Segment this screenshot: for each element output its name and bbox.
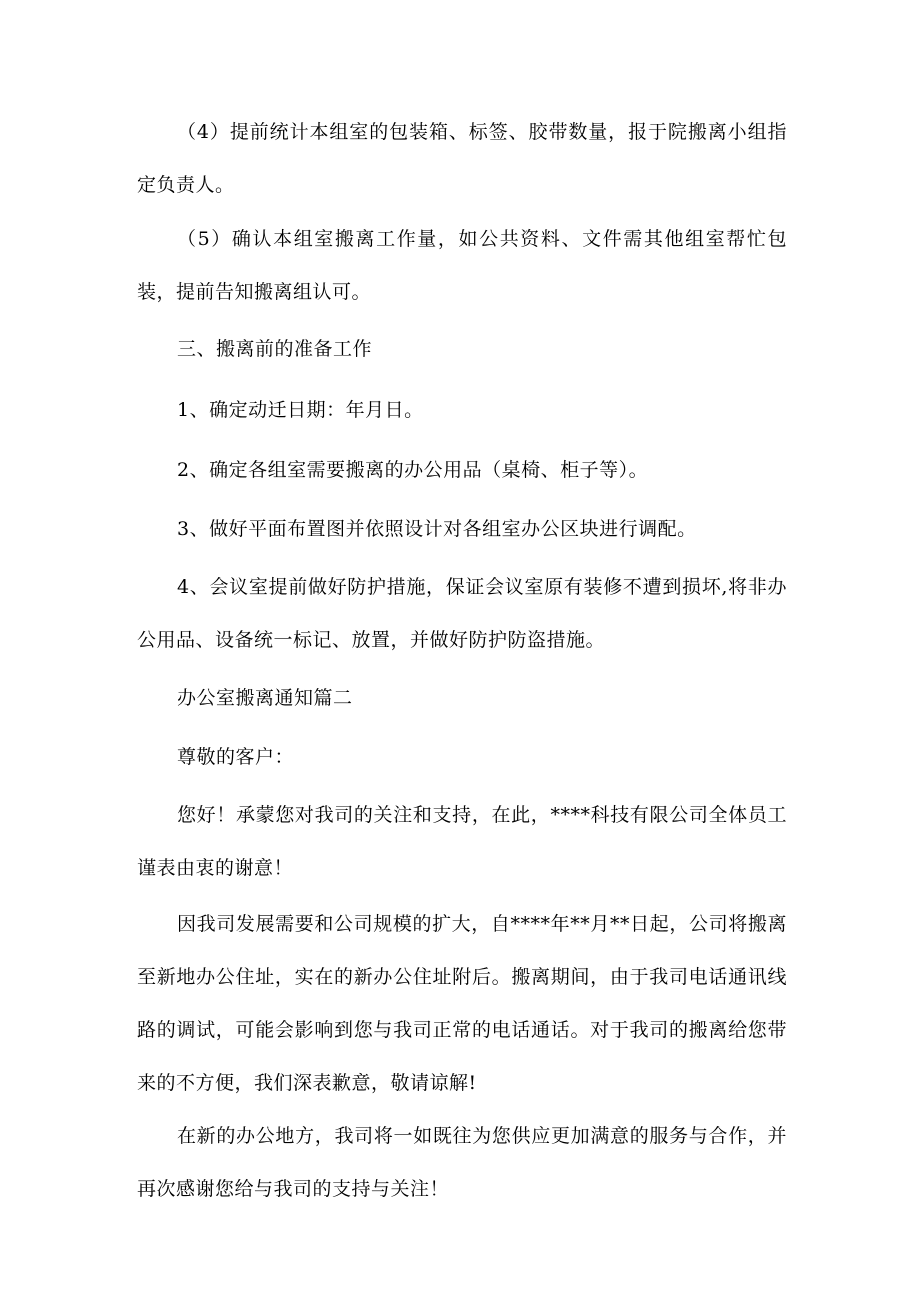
section-title-notice-2: 办公室搬离通知篇二 bbox=[177, 687, 353, 709]
list-item-4: 4、会议室提前做好防护措施，保证会议室原有装修不遭到损坏,将非办公用品、设备统一标记、放置，并做好防护防盗措施。 bbox=[137, 576, 787, 651]
greeting-paragraph: 您好！承蒙您对我司的关注和支持，在此，****科技有限公司全体员工谨表由衷的谢意！ bbox=[137, 804, 787, 879]
list-item-1: 1、确定动迁日期：年月日。 bbox=[177, 399, 424, 421]
list-item-3: 3、做好平面布置图并依照设计对各组室办公区块进行调配。 bbox=[177, 518, 697, 540]
list-item-2: 2、确定各组室需要搬离的办公用品（桌椅、柜子等）。 bbox=[177, 459, 649, 481]
closing-paragraph: 在新的办公地方，我司将一如既往为您供应更加满意的服务与合作，并再次感谢您给与我司的支持与关注！ bbox=[137, 1125, 787, 1200]
relocation-paragraph: 因我司发展需要和公司规模的扩大，自****年**月**日起，公司将搬离至新地办公住址，实在的新办公住址附后。搬离期间，由于我司电话通讯线路的调试，可能会影响到您与我司正常的电话通话。对于我司的搬离给您带来的不方便，我们深表歉意，敬请谅解! bbox=[137, 913, 787, 1094]
salutation: 尊敬的客户： bbox=[177, 746, 295, 768]
paragraph-item-4: （4）提前统计本组室的包装箱、标签、胶带数量，报于院搬离小组指定负责人。 bbox=[137, 121, 787, 196]
section-heading-preparation: 三、搬离前的准备工作 bbox=[177, 338, 373, 360]
paragraph-item-5: （5）确认本组室搬离工作量，如公共资料、文件需其他组室帮忙包装，提前告知搬离组认可。 bbox=[137, 228, 787, 303]
